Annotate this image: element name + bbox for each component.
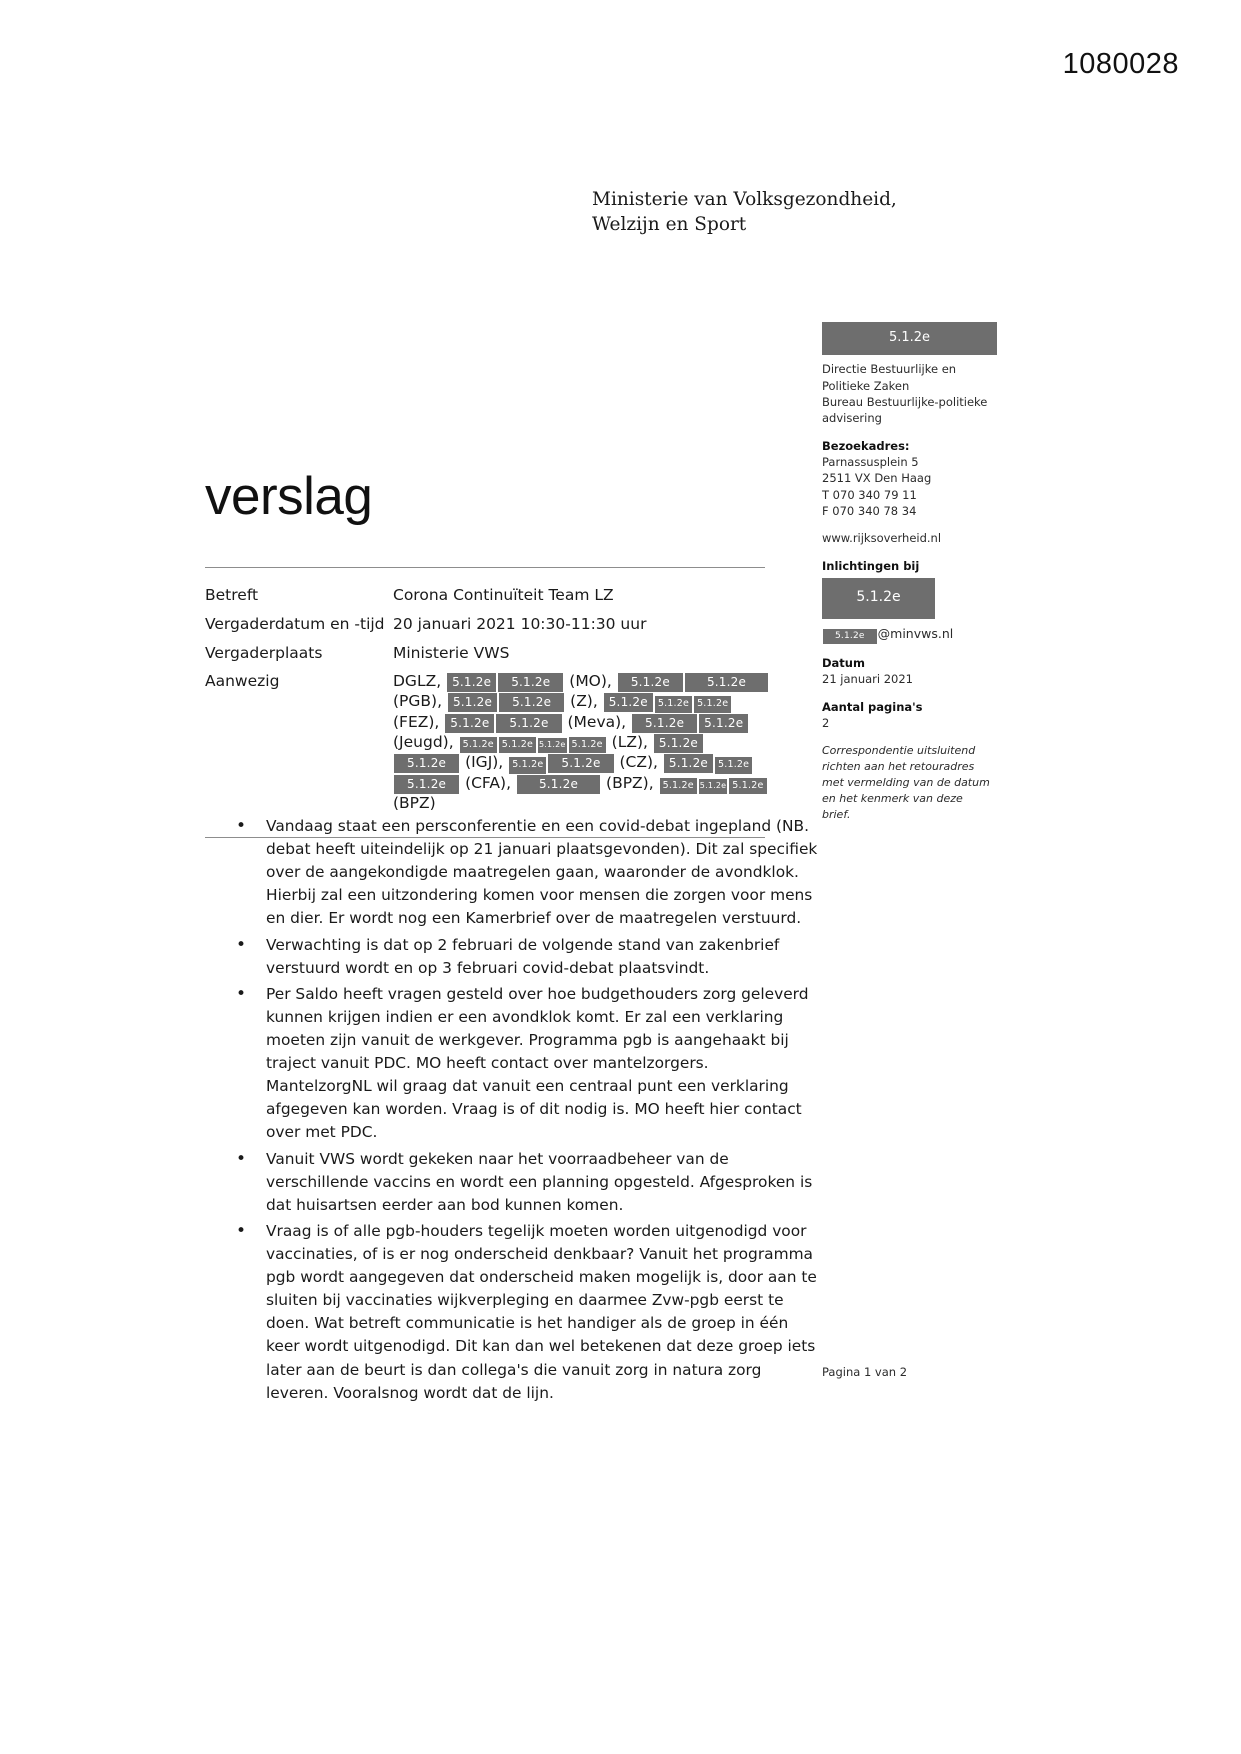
attendee-group-lz: (LZ), [611,732,648,751]
note-line-3: met vermelding van de datum [822,776,990,790]
email-domain: @minvws.nl [877,625,954,641]
visiting-address-block [822,438,997,520]
redaction-chip: 5.1.2e [654,734,703,753]
note-line-1: Correspondentie uitsluitend [822,744,976,758]
address-street: Parnassusplein 5 [822,455,919,470]
list-item: • Vandaag staat een persconferentie en een covid-debat ingepland (NB. debat heeft uiteindelijk op 21 januari plaatsgevonden). Dit zal specifiek over de aangekondigde maatregelen gaan, waaronder de avondklok. Hierbij zal een uitzondering komen voor mensen die zorgen voor mens en dier. Er wordt nog een Kamerbrief over de maatregelen verstuurd. [228,815,818,931]
attendee-group-bpz-2: (BPZ) [393,794,436,813]
meta-label-vergaderplaats: Vergaderplaats [205,643,323,662]
document-number: 1080028 [1062,48,1179,80]
letterhead-line-1: Ministerie van Volksgezondheid, [592,189,897,210]
date-heading: Datum [822,655,865,670]
note-line-4: en het kenmerk van deze [822,792,963,806]
page-title: verslag [205,467,373,526]
redaction-chip: 5.1.2e [685,673,768,692]
redaction-chip: 5.1.2e [548,754,613,773]
pages-heading: Aantal pagina's [822,699,923,714]
directorate-line-2: Politieke Zaken [822,378,910,393]
redaction-chip: 5.1.2e [517,775,600,794]
note-line-5: brief. [822,808,851,821]
table-row [205,586,770,615]
table-row [205,672,770,823]
table-row [205,644,770,673]
redaction-chip: 5.1.2e [569,737,606,754]
meta-label-aanwezig: Aanwezig [205,672,280,691]
attendee-group-fez: (FEZ), [393,712,440,731]
list-item: • Verwachting is dat op 2 februari de volgende stand van zakenbrief verstuurd wordt en op 3 februari covid-debat plaatsvindt. [228,934,818,980]
attendee-group-bpz-1: (BPZ), [606,773,654,792]
email-redaction-chip: 5.1.2e [823,629,877,644]
meeting-notes-list [228,815,818,1408]
redaction-chip: 5.1.2e [394,754,459,773]
pages-block [822,699,997,732]
redaction-chip: 5.1.2e [509,757,546,774]
meta-table [205,586,770,823]
address-phone: T 070 340 79 11 [822,487,917,502]
table-row [205,615,770,644]
list-item: • Vanuit VWS wordt gekeken naar het voorraadbeheer van de verschillende vaccins en wordt een planning opgesteld. Afgesproken is dat huisartsen eerder aan bod kunnen komen. [228,1148,818,1217]
redaction-chip: 5.1.2e [660,778,697,795]
attendee-group-z: (Z), [570,692,598,711]
website-block [822,530,997,546]
redaction-chip: 5.1.2e [448,693,497,712]
attendee-group-meva: (Meva), [567,712,627,731]
attendee-group-mo: (MO), [569,672,612,691]
redaction-chip: 5.1.2e [699,779,727,794]
note-line-2: richten aan het retouradres [822,760,975,774]
redaction-chip: 5.1.2e [618,673,683,692]
redaction-chip: 5.1.2e [655,696,692,713]
address-fax: F 070 340 78 34 [822,504,917,519]
meta-value-vergaderdatum: 20 januari 2021 10:30-11:30 uur [393,614,647,633]
redaction-chip: 5.1.2e [715,757,752,774]
pages-value: 2 [822,715,830,730]
info-email [822,625,997,644]
redaction-chip: 5.1.2e [445,714,494,733]
directorate-block [822,361,997,426]
redaction-chip: 5.1.2e [394,775,459,794]
directorate-line-4: advisering [822,411,882,426]
redaction-chip: 5.1.2e [694,696,731,713]
correspondence-note [822,743,997,823]
meta-value-betreft: Corona Continuïteit Team LZ [393,586,614,604]
main-column [205,467,770,838]
redaction-chip: 5.1.2e [729,778,766,795]
meta-label-vergaderdatum: Vergaderdatum en -tijd [205,614,385,633]
attendee-group-igj: (IGJ), [465,753,504,772]
date-block [822,655,997,688]
meta-label-betreft: Betreft [205,586,259,604]
list-item: • Vraag is of alle pgb-houders tegelijk moeten worden uitgenodigd voor vaccinaties, of is er nog onderscheid denkbaar? Vanuit het programma pgb wordt aangegeven dat onderscheid maken mogelijk is, door aan te sluiten bij vaccinaties wijkverpleging en daarmee Zvw-pgb eerst te doen. Wat betreft communicatie is het handiger als de groep in één keer wordt uitgenodigd. Dit kan dan wel betekenen dat deze groep iets later aan de beurt is dan collega's die vanuit zorg in natura zorg leveren. Vooralsnog wordt dat de lijn. [228,1220,818,1405]
letterhead-line-2: Welzijn en Sport [592,213,747,235]
redaction-chip: 5.1.2e [498,673,563,692]
attendee-group-dglz: DGLZ, [393,672,442,691]
redaction-chip: 5.1.2e [664,754,713,773]
redaction-chip: 5.1.2e [496,714,561,733]
sidebar-redaction-banner: 5.1.2e [822,322,997,355]
redaction-chip: 5.1.2e [632,714,697,733]
list-item: • Per Saldo heeft vragen gesteld over hoe budgethouders zorg geleverd kunnen krijgen indien er een avondklok komt. Er zal een verklaring moeten zijn vanuit de werkgever. Programma pgb is aangehaakt bij traject vanuit PDC. MO heeft contact over mantelzorgers. MantelzorgNL wil graag dat vanuit een centraal punt een verklaring afgegeven kan worden. Vraag is of dit nodig is. MO heeft hier contact over met PDC. [228,983,818,1145]
redaction-chip: 5.1.2e [499,693,564,712]
attendee-group-pgb: (PGB), [393,692,443,711]
redaction-chip: 5.1.2e [447,673,496,692]
ministry-letterhead [592,188,897,238]
redaction-chip: 5.1.2e [699,714,748,733]
page-footer: Pagina 1 van 2 [822,1365,908,1379]
attendee-group-cz: (CZ), [619,753,658,772]
redaction-chip: 5.1.2e [460,737,497,754]
meta-value-aanwezig [393,672,770,823]
directorate-line-1: Directie Bestuurlijke en [822,362,957,377]
redaction-chip: 5.1.2e [499,737,536,754]
info-heading: Inlichtingen bij [822,558,920,573]
visiting-address-heading: Bezoekadres: [822,438,910,453]
sidebar [822,322,997,823]
meta-value-vergaderplaats: Ministerie VWS [393,643,510,662]
directorate-line-3: Bureau Bestuurlijke-politieke [822,395,988,410]
website-link[interactable]: www.rijksoverheid.nl [822,531,942,546]
redaction-chip: 5.1.2e [604,693,653,712]
divider-top [205,567,765,568]
date-value: 21 januari 2021 [822,672,914,687]
info-contact-redaction: 5.1.2e [822,578,935,619]
info-block [822,558,997,644]
redaction-chip: 5.1.2e [538,738,566,753]
address-city: 2511 VX Den Haag [822,471,932,486]
attendee-group-cfa: (CFA), [465,773,512,792]
attendee-group-jeugd: (Jeugd), [393,732,454,751]
